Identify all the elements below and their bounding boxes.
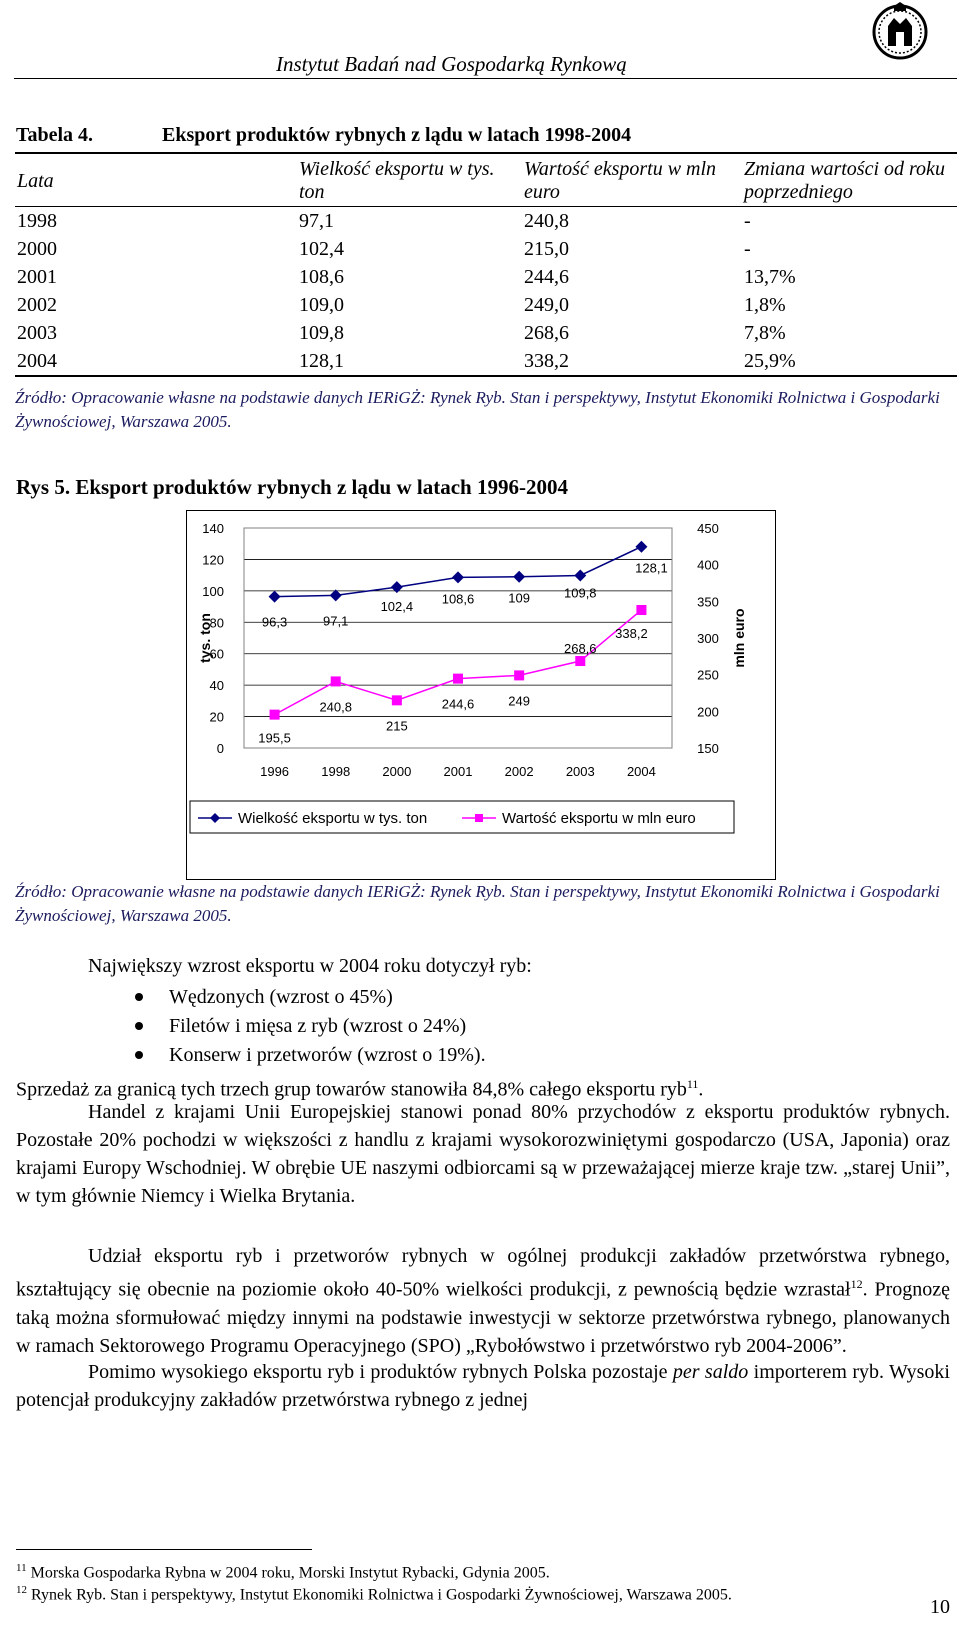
y-left-tick-label: 140 [202, 521, 224, 536]
table-cell: 215,0 [524, 237, 569, 260]
y-left-tick-label: 0 [216, 741, 224, 756]
footnote-ref[interactable]: 11 [686, 1077, 699, 1091]
table-row [15, 319, 957, 347]
figure-caption: Rys 5. Eksport produktów rybnych z lądu w latach 1996-2004 [16, 475, 568, 499]
x-tick-label: 1998 [321, 764, 351, 779]
paragraph-trade: Handel z krajami Unii Europejskiej stanowi ponad 80% przychodów z eksportu produktów rybnych. Pozostałe 20% pochodzi w większości z handlu z krajami wysokorozwiniętymi gospodarczo (USA, Japonia) oraz krajami Europy Wschodniej. W obrębie UE naszymi odbiorcami są w przeważającej mierze kraje tzw. „starej Unii”, w tym głównie Niemcy i Wielka Brytania. [16, 1101, 950, 1207]
paragraph-share-production [16, 1242, 950, 1360]
legend-label: Wartość eksportu w mln euro [502, 810, 696, 827]
header-rule [14, 78, 957, 79]
footnote-number: 11 [16, 1562, 27, 1574]
y-left-tick-label: 60 [209, 646, 224, 662]
y-right-tick-label: 450 [697, 521, 719, 536]
table-caption-number: Tabela 4. [16, 124, 94, 146]
data-label: 128,1 [635, 560, 668, 576]
table-cell: 2001 [17, 265, 57, 288]
table-cell: 109,8 [299, 321, 344, 344]
y-left-tick-label: 40 [209, 678, 224, 694]
table-cell: 128,1 [299, 349, 344, 372]
list-item: Wędzonych (wzrost o 45%) [135, 983, 486, 1012]
paragraph-importer-text: Pomimo wysokiego eksportu ryb i produktów rybnych Polska pozostaje [88, 1361, 673, 1383]
table-cell: 108,6 [299, 265, 344, 288]
table-cell: 338,2 [524, 349, 569, 372]
table-cell: 1,8% [744, 293, 786, 316]
y-left-tick-label: 120 [202, 552, 224, 568]
figure-source-note: Źródło: Opracowanie własne na podstawie danych IERiGŻ: Rynek Ryb. Stan i perspektywy, Instytut Ekonomiki Rolnictwa i Gospodarki Żywnościowej, Warszawa 2005. [15, 882, 940, 925]
table-cell: 249,0 [524, 293, 569, 316]
data-label: 249 [508, 693, 530, 709]
x-tick-label: 2000 [382, 764, 412, 779]
footnote-rule [16, 1549, 312, 1550]
x-tick-label: 2003 [565, 764, 595, 779]
x-tick-label: 1996 [260, 764, 290, 779]
table-cell: 268,6 [524, 321, 569, 344]
data-point [453, 674, 463, 684]
data-label: 244,6 [441, 696, 475, 712]
data-point [331, 676, 341, 686]
paragraph-importer [16, 1358, 950, 1414]
table-row [15, 235, 957, 263]
export-chart-svg [186, 510, 776, 880]
table-cell: 25,9% [744, 349, 796, 372]
table-row [15, 207, 957, 236]
table-cell: 2004 [17, 349, 57, 372]
y-right-axis-title: mln euro [731, 608, 747, 668]
y-right-tick-label: 300 [697, 631, 719, 646]
y-right-tick-label: 250 [697, 667, 719, 683]
paragraph-share-text: Sprzedaż za granicą tych trzech grup towarów stanowiła 84,8% całego eksportu ryb [16, 1078, 687, 1101]
x-tick-label: 2004 [626, 764, 656, 779]
table-row [15, 291, 957, 319]
data-point [392, 695, 402, 705]
table-cell: 240,8 [524, 209, 569, 232]
col-header-years: Lata [17, 169, 54, 192]
institute-seal-logo [872, 2, 928, 64]
data-label: 97,1 [323, 613, 349, 629]
data-label: 96,3 [261, 614, 288, 630]
table-row [15, 263, 957, 291]
y-left-tick-label: 20 [209, 709, 224, 725]
data-label: 338,2 [615, 625, 648, 641]
y-right-tick-label: 200 [697, 704, 719, 720]
table-cell: 13,7% [744, 265, 796, 288]
paragraph-importer-emphasis: per saldo [672, 1361, 749, 1383]
table-cell: 2003 [17, 321, 57, 344]
data-label: 108,6 [441, 591, 475, 607]
table-cell: 244,6 [524, 265, 569, 288]
paragraph-importer-cont: importerem ryb. Wysoki potencjał produkcyjny zakładów przetwórstwa rybnego z jednej [16, 1361, 950, 1411]
footnote-text: Morska Gospodarka Rybna w 2004 roku, Morski Instytut Rybacki, Gdynia 2005. [30, 1564, 550, 1582]
footnote-ref[interactable]: 12 [850, 1277, 863, 1291]
export-chart [186, 510, 776, 880]
list-item: Konserw i przetworów (wzrost o 19%). [135, 1041, 486, 1070]
data-label: 109 [508, 590, 530, 606]
table-cell: 2000 [17, 237, 57, 260]
data-label: 102,4 [380, 599, 414, 615]
footnote-12 [16, 1580, 732, 1605]
footnote-number: 12 [16, 1584, 27, 1596]
table-cell: 1998 [17, 209, 57, 232]
footnote-text: Rynek Ryb. Stan i perspektywy, Instytut Ekonomiki Rolnictwa i Gospodarki Żywnościowej, Warszawa 2005. [31, 1586, 732, 1604]
data-label: 268,6 [564, 641, 597, 657]
legend-marker [475, 814, 483, 822]
table-header-row [15, 153, 957, 207]
table-cell: 102,4 [299, 237, 344, 260]
bullet-list [135, 983, 486, 1070]
table-cell: 109,0 [299, 293, 344, 316]
col-header-volume: Wielkość eksportu w tys. ton [299, 158, 495, 203]
data-label: 195,5 [258, 730, 291, 746]
data-point [514, 670, 524, 680]
table-caption [16, 124, 631, 147]
table-row [15, 347, 957, 376]
col-header-value: Wartość eksportu w mln euro [524, 158, 717, 203]
col-header-change: Zmiana wartości od roku poprzedniego [744, 158, 945, 203]
x-tick-label: 2001 [443, 764, 473, 779]
page-number: 10 [930, 1596, 950, 1618]
table-cell: 2002 [17, 293, 57, 316]
table-cell: 97,1 [299, 209, 334, 232]
y-left-axis-title: tys. ton [197, 613, 213, 663]
y-right-tick-label: 400 [697, 557, 719, 573]
table-caption-title: Eksport produktów rybnych z lądu w latach 1998-2004 [162, 124, 632, 146]
paragraph-production-text: Udział eksportu ryb i przetworów rybnych w ogólnej produkcji zakładów przetwórstwa rybnego, kształtujący się obecnie na poziomie około 40-50% wielkości produkcji, z pewnością będzie wzrastał [16, 1245, 950, 1301]
export-table [15, 152, 957, 377]
y-left-tick-label: 80 [209, 615, 224, 631]
data-label: 240,8 [319, 699, 352, 715]
data-label: 215 [386, 718, 408, 734]
table-cell: - [744, 237, 751, 260]
table-cell: 7,8% [744, 321, 786, 344]
legend-label: Wielkość eksportu w tys. ton [238, 810, 428, 827]
data-label: 109,8 [564, 585, 597, 601]
paragraph-production-cont: . Prognozę taką można sformułować między innymi na podstawie inwestycji w sektorze przetwórstwa rybnego, planowanych w ramach Sektorowego Programu Operacyjnego (SPO) „Rybołówstwo i przetwórstwo ryb 2004-2006”. [16, 1278, 950, 1357]
header-institute-name: Instytut Badań nad Gospodarką Rynkową [276, 52, 627, 76]
table-source-note: Źródło: Opracowanie własne na podstawie danych IERiGŻ: Rynek Ryb. Stan i perspektywy, Instytut Ekonomiki Rolnictwa i Gospodarki Żywnościowej, Warszawa 2005. [15, 388, 940, 431]
y-right-tick-label: 150 [697, 741, 719, 756]
paragraph-share-end: . [698, 1078, 704, 1101]
data-point [575, 656, 585, 666]
data-point [270, 710, 280, 720]
y-right-tick-label: 350 [697, 594, 719, 610]
x-tick-label: 2002 [504, 764, 534, 779]
table-cell: - [744, 209, 751, 232]
paragraph-intro: Największy wzrost eksportu w 2004 roku dotyczył ryb: [88, 955, 532, 977]
data-point [636, 605, 646, 615]
list-item: Filetów i mięsa z ryb (wzrost o 24%) [135, 1012, 486, 1041]
y-left-tick-label: 100 [202, 583, 224, 599]
